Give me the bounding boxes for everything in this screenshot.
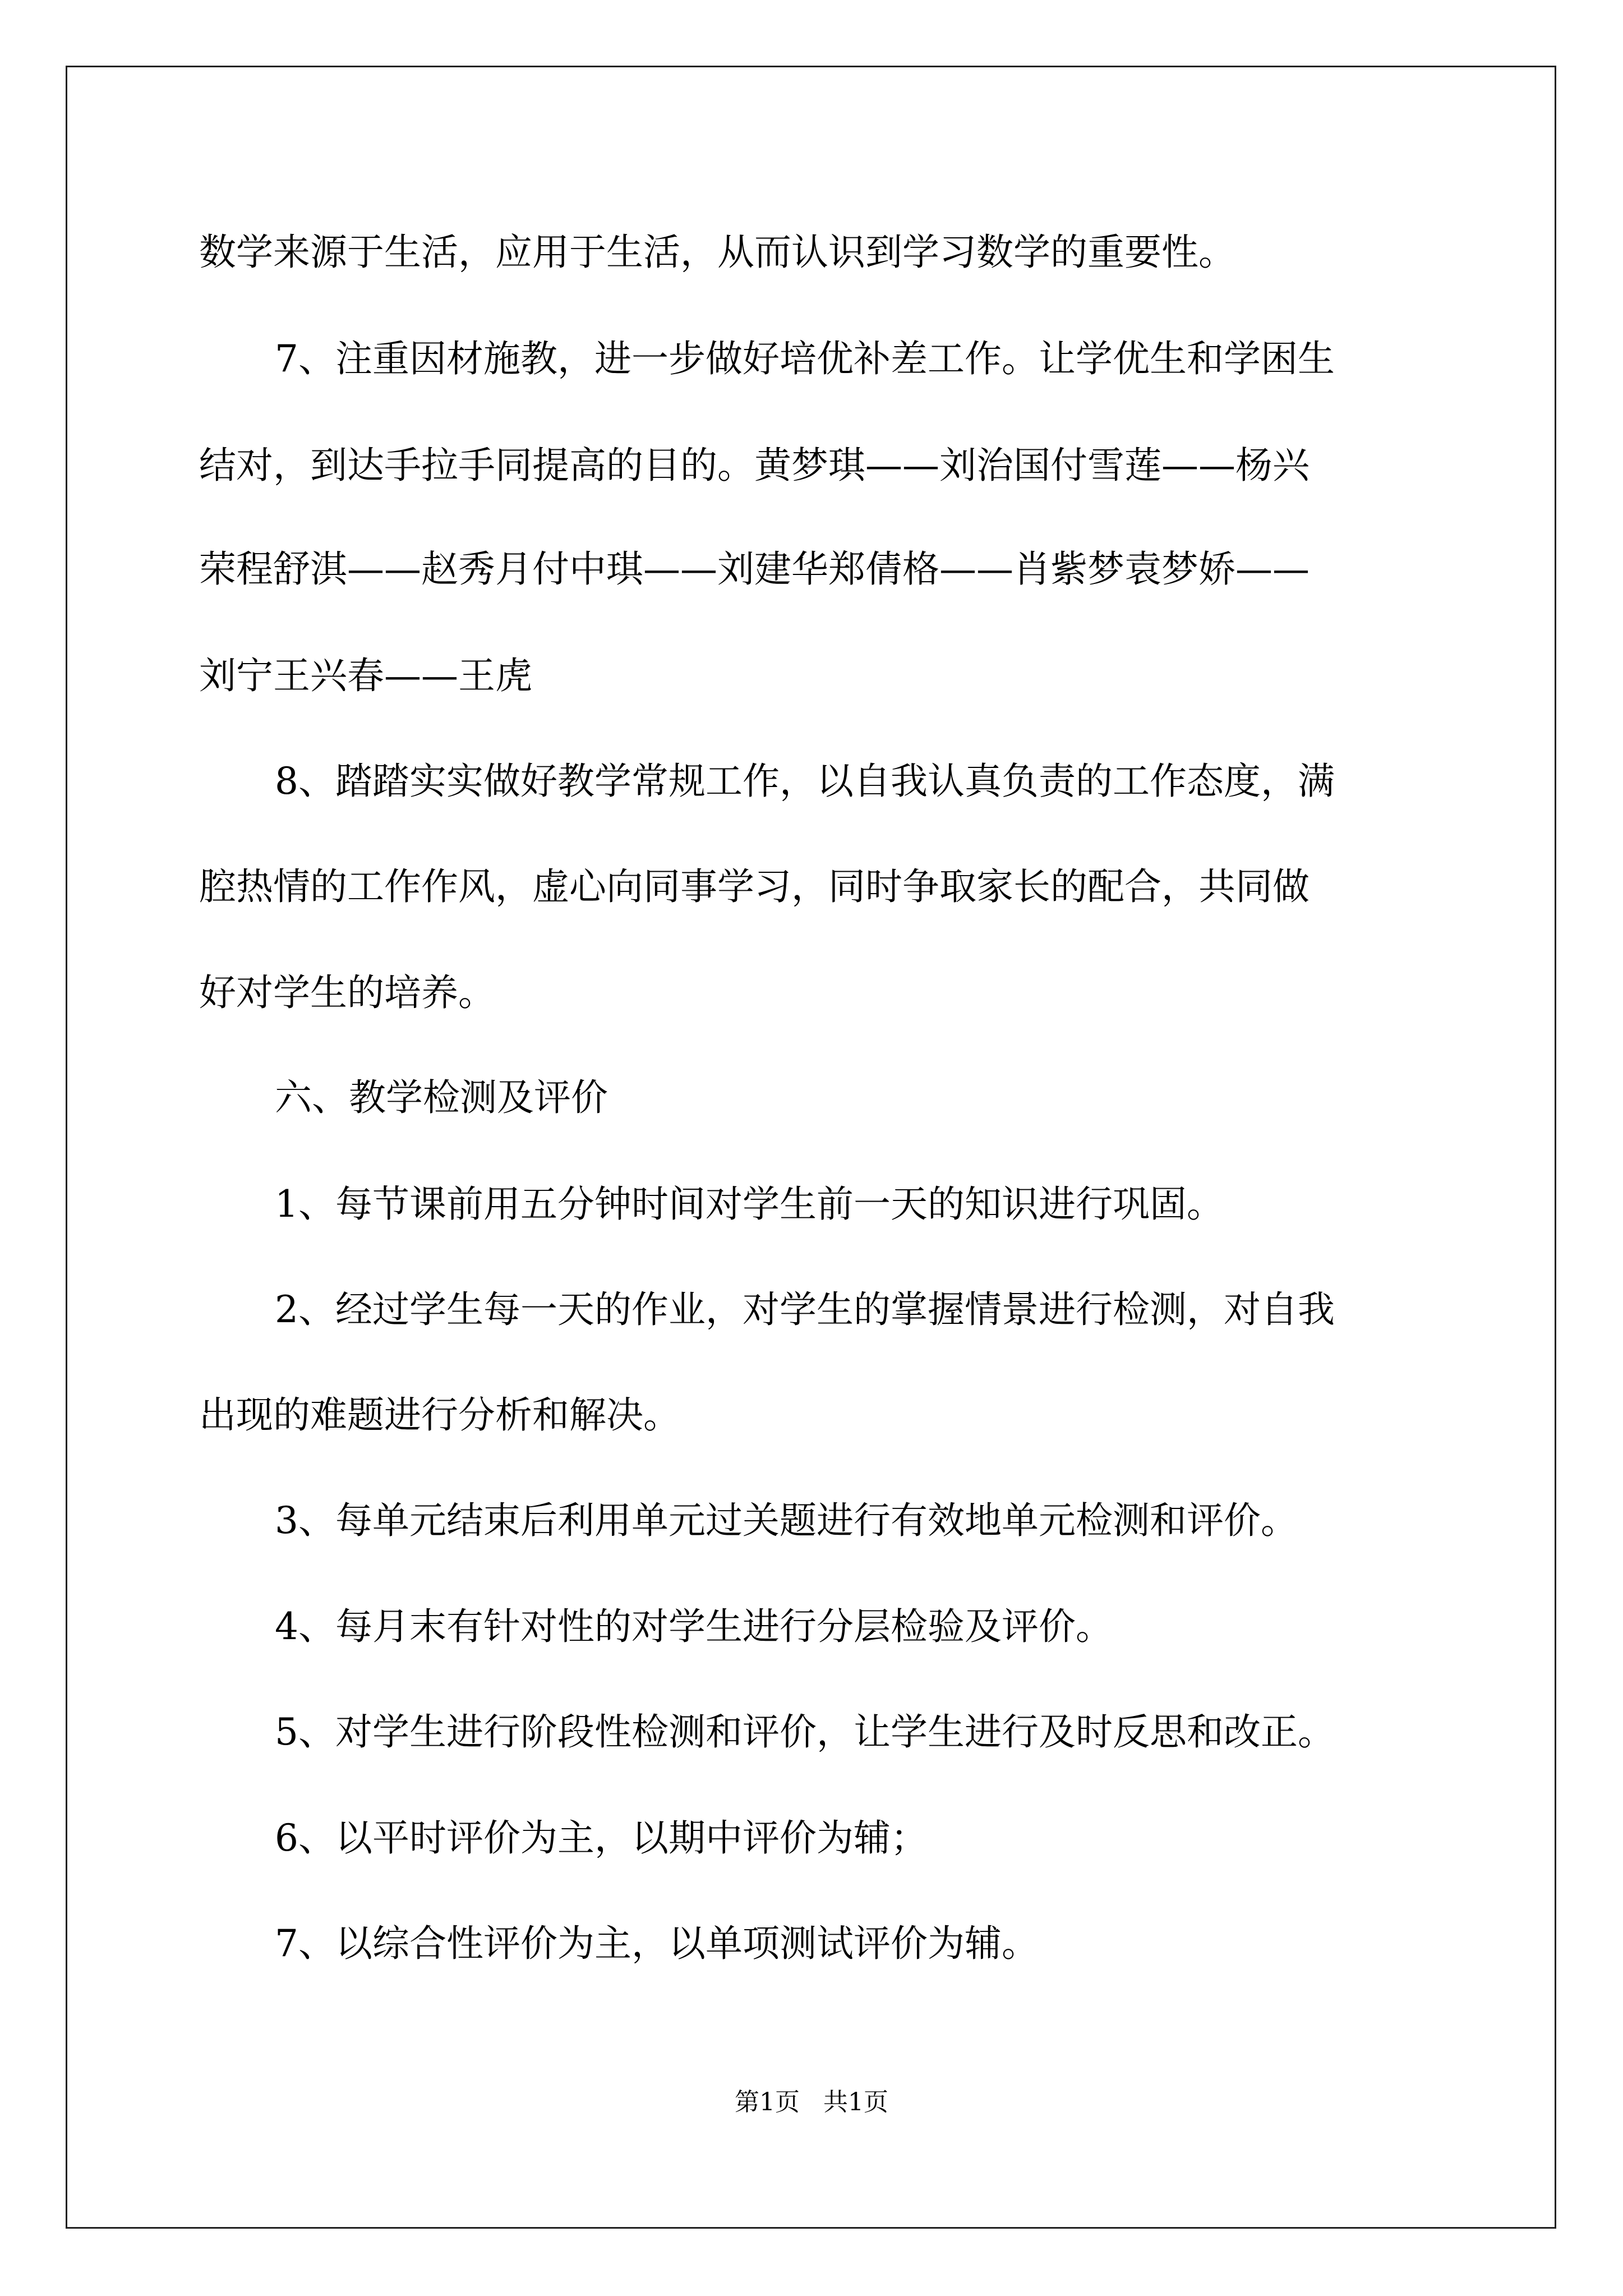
paragraph-line: 出现的难题进行分析和解决。 xyxy=(199,1393,680,1437)
paragraph-line: 结对，到达手拉手同提高的目的。黄梦琪——刘治国付雪莲——杨兴 xyxy=(199,444,1310,487)
paragraph-line: 4、每月末有针对性的对学生进行分层检验及评价。 xyxy=(275,1605,1113,1648)
paragraph-line: 2、经过学生每一天的作业，对学生的掌握情景进行检测，对自我 xyxy=(275,1288,1335,1331)
paragraph-line: 3、每单元结束后利用单元过关题进行有效地单元检测和评价。 xyxy=(275,1499,1298,1542)
paragraph-line: 1、每节课前用五分钟时间对学生前一天的知识进行巩固。 xyxy=(275,1182,1224,1226)
section-heading: 六、教学检测及评价 xyxy=(275,1076,608,1119)
paragraph-line: 数学来源于生活，应用于生活，从而认识到学习数学的重要性。 xyxy=(199,231,1235,274)
paragraph-line: 刘宁王兴春——王虎 xyxy=(199,654,532,697)
paragraph-line: 7、注重因材施教，进一步做好培优补差工作。让学优生和学困生 xyxy=(275,337,1335,380)
paragraph-line: 腔热情的工作作风，虚心向同事学习，同时争取家长的配合，共同做 xyxy=(199,865,1310,908)
paragraph-line: 好对学生的培养。 xyxy=(199,971,495,1014)
paragraph-line: 荣程舒淇——赵秀月付中琪——刘建华郑倩格——肖紫梦袁梦娇—— xyxy=(199,547,1310,591)
paragraph-line: 8、踏踏实实做好教学常规工作，以自我认真负责的工作态度，满 xyxy=(275,760,1335,803)
page-border xyxy=(66,66,1556,2229)
paragraph-line: 5、对学生进行阶段性检测和评价，让学生进行及时反思和改正。 xyxy=(275,1710,1335,1754)
paragraph-line: 7、以综合性评价为主，以单项测试评价为辅。 xyxy=(275,1922,1039,1965)
page-number-footer: 第1页 共1页 xyxy=(735,2088,888,2116)
paragraph-line: 6、以平时评价为主，以期中评价为辅； xyxy=(275,1816,928,1860)
